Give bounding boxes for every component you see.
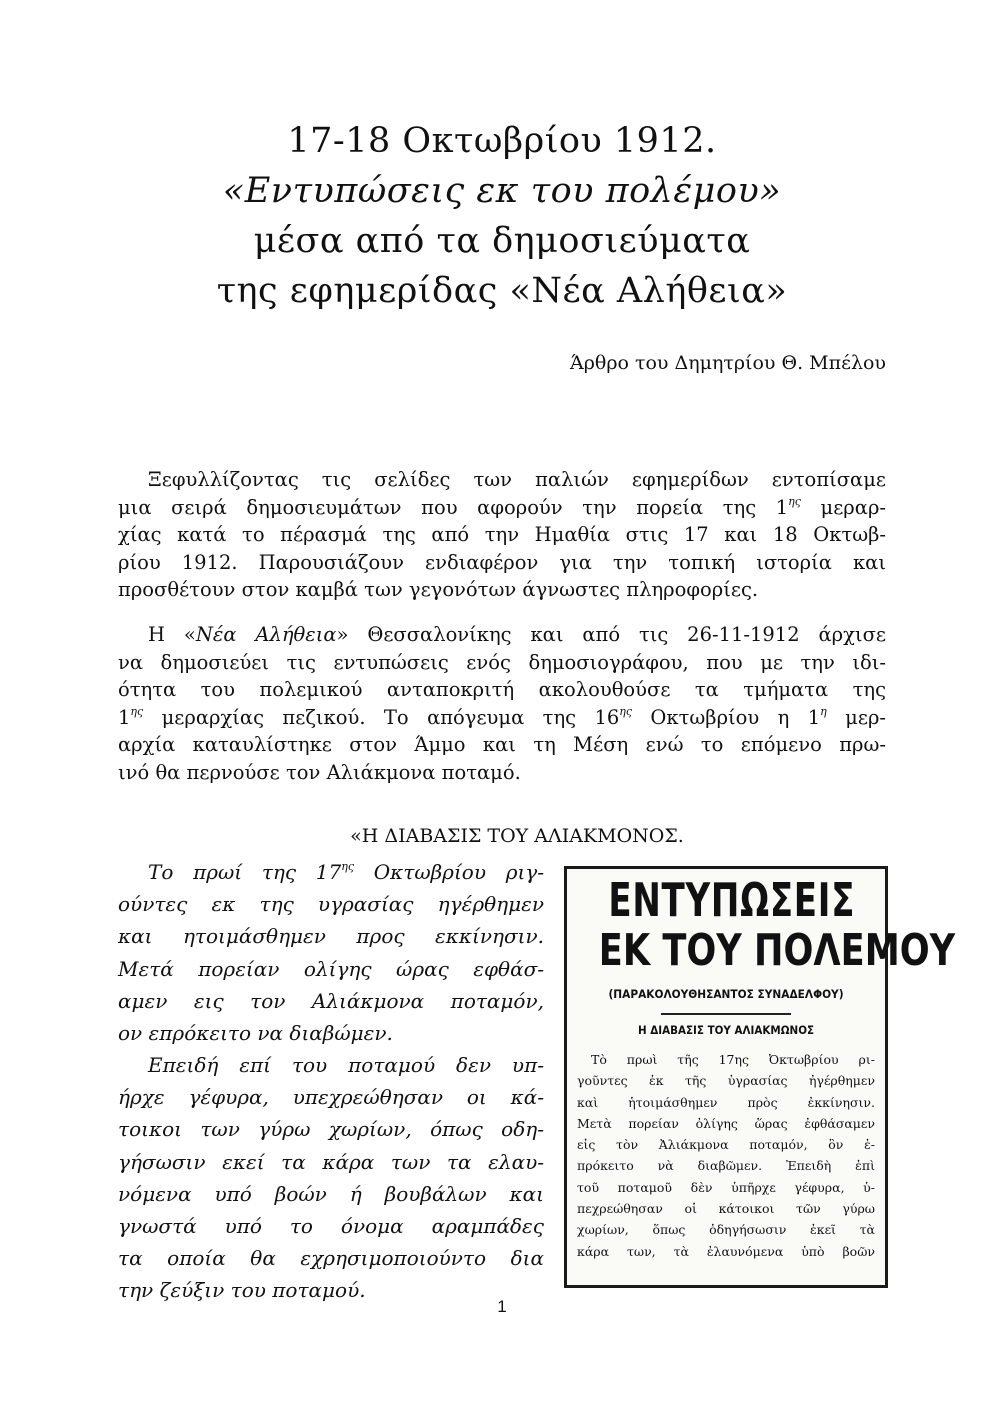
text-line: Η «Νέα Αλήθεια» Θεσσαλονίκης και από τις 26-11-1912 άρχισε — [148, 623, 886, 646]
text-line: τα οποία θα εχρησιμοποιούντο δια — [118, 1246, 544, 1271]
title-line-2: «Εντυπώσεις εκ του πολέμου» — [222, 171, 782, 211]
text-line: Το πρωί της $17^{\eta\varsigma}$ Οκτωβρίου ριγ- — [148, 860, 545, 884]
title-line-3: μέσα από τα δημοσιεύματα — [253, 221, 751, 261]
text-line: ούντες εκ της υγρασίας ηγέρθημεν — [118, 892, 544, 917]
quote-paragraph-2 — [118, 1049, 544, 1307]
text-line: $1^{\eta\varsigma}$ μεραρχίας πεζικού. Το απόγευμα της $16^{\eta\varsigma}$ Οκτωβρίου η $1^\eta$ μερ- — [118, 704, 886, 729]
text-line: Μετά πορείαν ολίγης ώρας εφθάσ- — [118, 956, 544, 981]
text-line: ρίου 1912. Παρουσιάζουν ενδιαφέρον για την τοπική ιστορία και — [118, 550, 886, 574]
clipping-headline-1: ΕΝΤΥΠΩΣΕΙΣ — [608, 873, 856, 927]
clipping-headline-2: ΕΚ ΤΟΥ ΠΟΛΕΜΟΥ — [598, 925, 956, 976]
clipping-line: εἰς τὸν Ἀλιάκμονα ποταμόν, ὃν ἐ- — [577, 1137, 875, 1153]
text-line: Ξεφυλλίζοντας τις σελίδες των παλιών εφημερίδων εντοπίσαμε — [148, 468, 886, 491]
clipping-line: τοῦ ποταμοῦ δὲν ὑπῆρχε γέφυρα, ὑ- — [577, 1179, 875, 1195]
text-line: χίας κατά το πέρασμά της από την Ημαθία στις 17 και 18 Οκτωβ- — [118, 523, 886, 547]
text-line: ήρχε γέφυρα, υπεχρεώθησαν οι κά- — [118, 1085, 544, 1110]
text-line: αμεν εις τον Αλιάκμονα ποταμόν, — [118, 988, 544, 1013]
clipping-section-title: Η ΔΙΑΒΑΣΙΣ ΤΟΥ ΑΛΙΑΚΜΩΝΟΣ — [637, 1023, 815, 1037]
clipping-line: πρόκειτο νὰ διαβῶμεν. Ἐπειδὴ ἐπὶ — [577, 1158, 875, 1174]
newspaper-clipping — [564, 866, 956, 1288]
text-line: αρχία καταυλίστηκε στον Άμμο και τη Μέση ενώ το επόμενο πρω- — [118, 733, 886, 757]
quote-paragraph-1 — [118, 856, 544, 1049]
clipping-line: Τὸ πρωὶ τῆς 17ης Ὀκτωβρίου ρι- — [591, 1052, 875, 1067]
text-line: μια σειρά δημοσιευμάτων που αφορούν την πορεία της $1^{\eta\varsigma}$ μεραρ- — [118, 494, 886, 519]
clipping-body — [577, 1049, 875, 1262]
text-line: προσθέτουν στον καμβά των γεγονότων άγνωστες πληροφορίες. — [118, 578, 759, 602]
text-line: ότητα του πολεμικού ανταποκριτή ακολουθούσε τα τμήματα της — [118, 678, 886, 702]
byline: Άρθρο του Δημητρίου Θ. Μπέλου — [570, 352, 886, 374]
text-line: Επειδή επί του ποταμού δεν υπ- — [148, 1053, 544, 1077]
clipping-line: Μετὰ πορείαν ὀλίγης ὥρας ἐφθάσαμεν — [577, 1115, 875, 1131]
title-line-4: της εφημερίδας «Νέα Αλήθεια» — [216, 271, 788, 311]
text-line: να δημοσιεύει τις εντυπώσεις ενός δημοσιογράφου, που με την ιδι- — [118, 650, 886, 674]
text-line: και ητοιμάσθημεν προς εκκίνησιν. — [118, 924, 544, 949]
clipping-line: κάρα των, τὰ ἐλαυνόμενα ὑπὸ βοῶν — [577, 1243, 875, 1259]
article-title — [0, 116, 1004, 316]
clipping-divider — [661, 1013, 791, 1015]
clipping-line: γοῦντες ἐκ τῆς ὑγρασίας ἠγέρθημεν — [577, 1073, 875, 1089]
clipping-line: καὶ ἡτοιμάσθημεν πρὸς ἐκκίνησιν. — [577, 1094, 875, 1110]
text-line: γήσωσιν εκεί τα κάρα των τα ελαυ- — [118, 1149, 544, 1174]
clipping-subheadline: (ΠΑΡΑΚΟΛΟΥΘΗΣΑΝΤΟΣ ΣΥΝΑΔΕΛΦΟΥ) — [608, 987, 844, 1001]
section-heading: «Η ΔΙΑΒΑΣΙΣ ΤΟΥ ΑΛΙΑΚΜΟΝΟΣ. — [350, 825, 684, 847]
text-line: νόμενα υπό βοών ή βουβάλων και — [118, 1181, 544, 1206]
intro-paragraph — [118, 466, 886, 604]
text-line: την ζεύξιν του ποταμού. — [118, 1278, 366, 1303]
text-line: ινό θα περνούσε τον Αλιάκμονα ποταμό. — [118, 760, 521, 784]
clipping-line: χωρίων, ὅπως ὁδηγήσωσιν ἐκεῖ τὰ — [577, 1222, 875, 1238]
page-number: 1 — [497, 1297, 507, 1316]
text-line: ον επρόκειτο να διαβώμεν. — [118, 1021, 393, 1046]
text-line: τοικοι των γύρω χωρίων, όπως οδη- — [118, 1117, 544, 1142]
text-line: γνωστά υπό το όνομα αραμπάδες — [118, 1214, 544, 1239]
title-line-1: 17-18 Οκτωβρίου 1912. — [287, 121, 717, 161]
second-paragraph — [118, 621, 886, 787]
clipping-line: πεχρεώθησαν οἱ κάτοικοι τῶν γύρω — [577, 1201, 875, 1217]
